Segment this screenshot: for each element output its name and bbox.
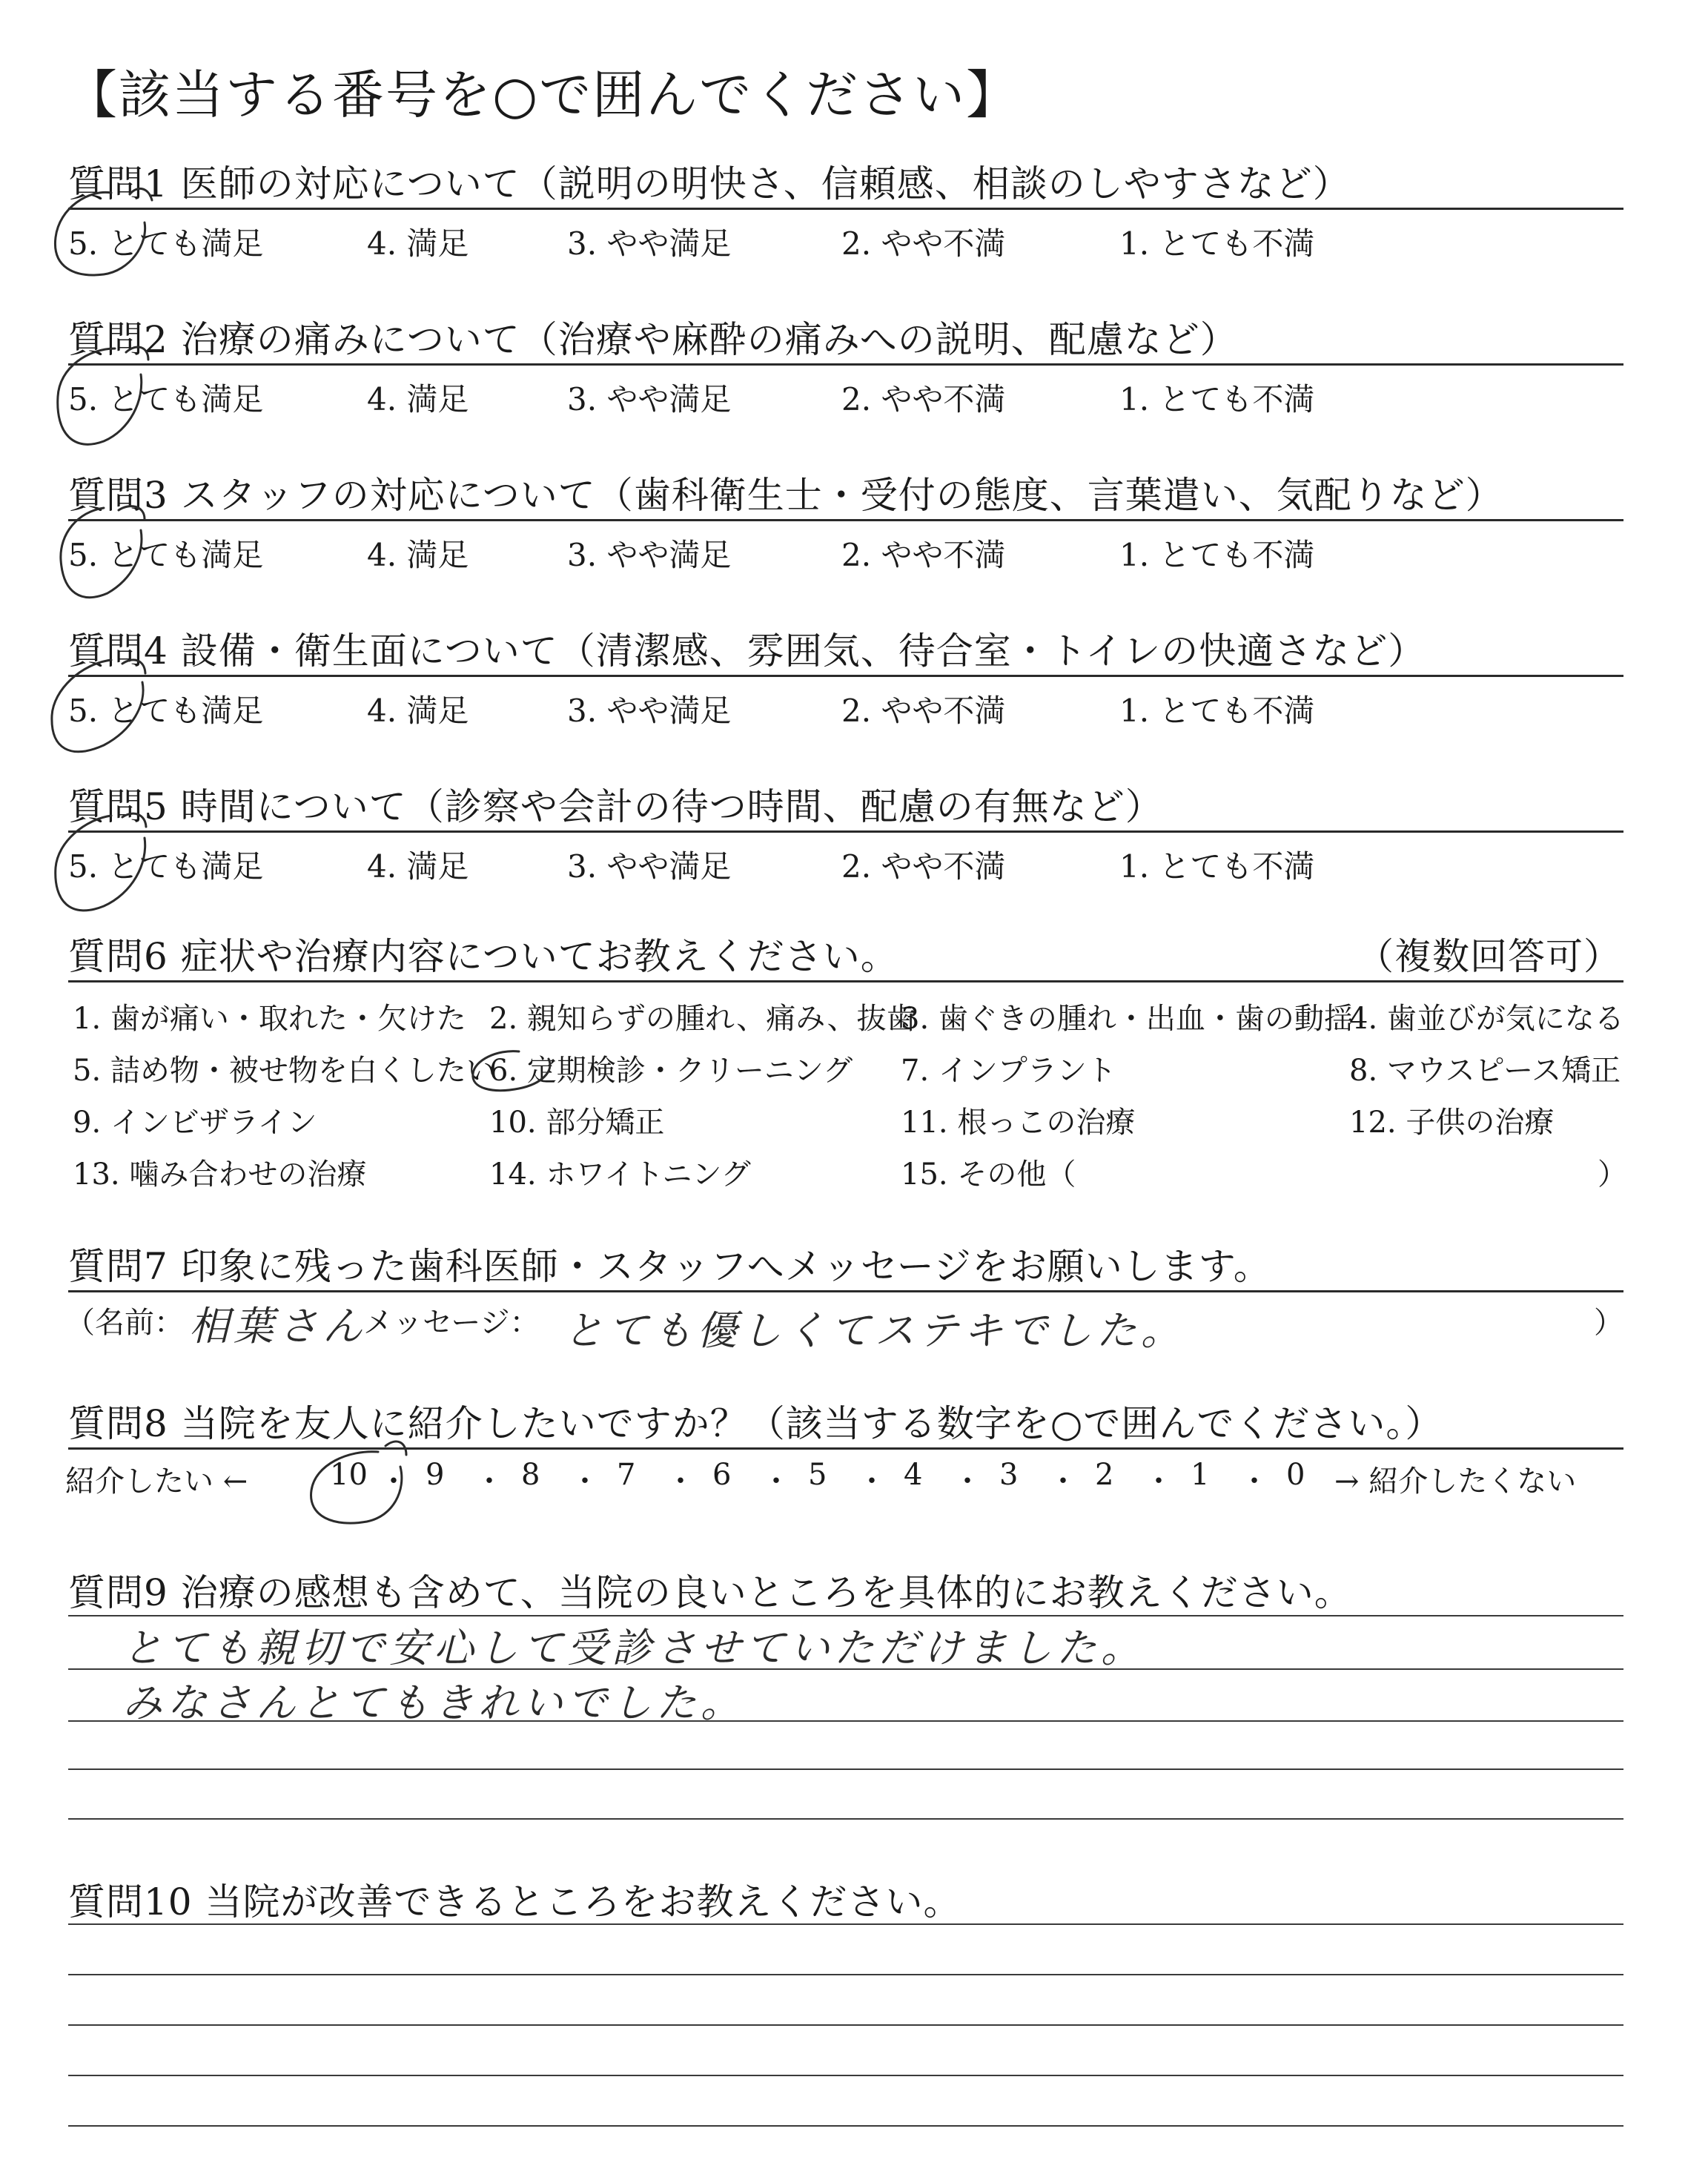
q10-line-2 [68, 1974, 1623, 1975]
q8-scale-7[interactable]: 7 [617, 1458, 636, 1492]
q10-line-5 [68, 2125, 1623, 2127]
q8-right-label: → 紹介したくない [1334, 1464, 1577, 1499]
q9-answer-line-1[interactable]: とても親切で安心して受診させていただけました。 [122, 1625, 1145, 1671]
q6-title: 質問6 症状や治療内容についてお教えください。 [68, 935, 898, 978]
q5-option-4[interactable]: 4. 満足 [367, 848, 469, 885]
q2-option-4[interactable]: 4. 満足 [367, 381, 469, 417]
q8-scale-4[interactable]: 4 [904, 1458, 923, 1492]
q1-option-5[interactable]: 5. とても満足 [68, 225, 264, 262]
q6-option-12[interactable]: 12. 子供の治療 [1349, 1106, 1555, 1140]
q8-scale-2[interactable]: 2 [1095, 1458, 1114, 1492]
q9-answer-line-2[interactable]: みなさんとてもきれいでした。 [122, 1680, 745, 1726]
q8-scale-9[interactable]: 9 [426, 1458, 445, 1492]
q6-option-15[interactable]: 15. その他（ [901, 1157, 1076, 1192]
q10-title: 質問10 当院が改善できるところをお教えください。 [68, 1880, 961, 1923]
q8-separator: ・ [857, 1464, 887, 1499]
q8-separator: ・ [570, 1464, 600, 1499]
q8-scale-3[interactable]: 3 [999, 1458, 1019, 1492]
q4-option-5[interactable]: 5. とても満足 [68, 693, 264, 729]
q2-option-5[interactable]: 5. とても満足 [68, 381, 264, 417]
q4-option-1[interactable]: 1. とても不満 [1119, 693, 1315, 729]
q9-title: 質問9 治療の感想も含めて、当院の良いところを具体的にお教えください。 [68, 1571, 1352, 1614]
q6-note: （複数回答可） [1357, 935, 1621, 978]
q5-option-3[interactable]: 3. やや満足 [567, 848, 732, 885]
q6-option-13[interactable]: 13. 噛み合わせの治療 [73, 1157, 367, 1192]
q4-title: 質問4 設備・衛生面について（清潔感、雰囲気、待合室・トイレの快適さなど） [68, 630, 1426, 673]
q3-option-3[interactable]: 3. やや満足 [567, 537, 732, 573]
q7-title: 質問7 印象に残った歯科医師・スタッフへメッセージをお願いします。 [68, 1245, 1271, 1288]
q6-option-11[interactable]: 11. 根っこの治療 [901, 1106, 1136, 1140]
q8-scale-10[interactable]: 10 [330, 1458, 368, 1492]
q3-option-2[interactable]: 2. やや不満 [841, 537, 1006, 573]
q6-option-9[interactable]: 9. インビザライン [73, 1106, 317, 1140]
q2-option-2[interactable]: 2. やや不満 [841, 381, 1006, 417]
q6-option-3[interactable]: 3. 歯ぐきの腫れ・出血・歯の動揺 [901, 1002, 1354, 1036]
q6-option-8[interactable]: 8. マウスピース矯正 [1349, 1054, 1621, 1088]
q6-option-4[interactable]: 4. 歯並びが気になる [1349, 1002, 1624, 1036]
q8-scale-5[interactable]: 5 [808, 1458, 827, 1492]
q6-option-2[interactable]: 2. 親知らずの腫れ、痛み、抜歯 [489, 1002, 916, 1036]
q3-option-5[interactable]: 5. とても満足 [68, 537, 264, 573]
q7-name-value[interactable]: 相葉さん [189, 1303, 367, 1350]
q6-option-14[interactable]: 14. ホワイトニング [489, 1157, 751, 1192]
q8-rule [68, 1447, 1623, 1450]
q10-line-3 [68, 2024, 1623, 2026]
q8-separator: ・ [1144, 1464, 1174, 1499]
q3-rule [68, 519, 1623, 521]
q8-scale-8[interactable]: 8 [521, 1458, 540, 1492]
q7-name-label: （名前： [65, 1306, 184, 1340]
q9-line-4 [68, 1768, 1623, 1770]
q8-left-label: 紹介したい ← [65, 1464, 248, 1499]
q7-message-value[interactable]: とても優しくてステキでした。 [563, 1307, 1185, 1354]
q1-option-4[interactable]: 4. 満足 [367, 225, 469, 262]
q10-line-4 [68, 2075, 1623, 2076]
q8-separator: ・ [1239, 1464, 1269, 1499]
q4-option-2[interactable]: 2. やや不満 [841, 693, 1006, 729]
q3-title: 質問3 スタッフの対応について（歯科衛生士・受付の態度、言葉遣い、気配りなど） [68, 474, 1503, 517]
q6-other-close: ） [1598, 1157, 1627, 1192]
q7-message-label: メッセージ： [363, 1306, 540, 1340]
q5-option-5[interactable]: 5. とても満足 [68, 848, 264, 885]
q2-option-1[interactable]: 1. とても不満 [1119, 381, 1315, 417]
q4-option-3[interactable]: 3. やや満足 [567, 693, 732, 729]
q5-title: 質問5 時間について（診察や会計の待つ時間、配慮の有無など） [68, 785, 1163, 828]
q6-option-10[interactable]: 10. 部分矯正 [489, 1106, 665, 1140]
q8-separator: ・ [761, 1464, 791, 1499]
q8-separator: ・ [1048, 1464, 1078, 1499]
q2-rule [68, 363, 1623, 366]
q8-scale-0[interactable]: 0 [1286, 1458, 1305, 1492]
q2-option-3[interactable]: 3. やや満足 [567, 381, 732, 417]
q8-separator: ・ [666, 1464, 695, 1499]
q6-rule [68, 980, 1623, 982]
q8-scale-1[interactable]: 1 [1191, 1458, 1210, 1492]
q8-scale-6[interactable]: 6 [712, 1458, 732, 1492]
q8-separator: ・ [379, 1464, 408, 1499]
q1-option-3[interactable]: 3. やや満足 [567, 225, 732, 262]
q6-option-7[interactable]: 7. インプラント [901, 1054, 1116, 1088]
q1-option-1[interactable]: 1. とても不満 [1119, 225, 1315, 262]
q6-option-6[interactable]: 6. 定期検診・クリーニング [489, 1054, 853, 1088]
q5-option-1[interactable]: 1. とても不満 [1119, 848, 1315, 885]
q1-rule [68, 208, 1623, 210]
q10-line-1 [68, 1923, 1623, 1925]
q2-title: 質問2 治療の痛みについて（治療や麻酔の痛みへの説明、配慮など） [68, 318, 1238, 361]
q4-option-4[interactable]: 4. 満足 [367, 693, 469, 729]
form-heading: 【該当する番号を○で囲んでください】 [65, 65, 1020, 125]
q1-title: 質問1 医師の対応について（説明の明快さ、信頼感、相談のしやすさなど） [68, 162, 1351, 205]
q3-option-4[interactable]: 4. 満足 [367, 537, 469, 573]
q5-rule [68, 830, 1623, 833]
q7-close: ） [1594, 1306, 1623, 1340]
q6-option-5[interactable]: 5. 詰め物・被せ物を白くしたい [73, 1054, 496, 1088]
q8-separator: ・ [953, 1464, 982, 1499]
q3-option-1[interactable]: 1. とても不満 [1119, 537, 1315, 573]
q5-option-2[interactable]: 2. やや不満 [841, 848, 1006, 885]
q8-separator: ・ [474, 1464, 504, 1499]
q8-title: 質問8 当院を友人に紹介したいですか？（該当する数字を○で囲んでください。） [68, 1402, 1443, 1445]
q1-option-2[interactable]: 2. やや不満 [841, 225, 1006, 262]
q7-rule [68, 1290, 1623, 1292]
q6-option-1[interactable]: 1. 歯が痛い・取れた・欠けた [73, 1002, 466, 1036]
q4-rule [68, 675, 1623, 677]
q9-line-5 [68, 1818, 1623, 1820]
